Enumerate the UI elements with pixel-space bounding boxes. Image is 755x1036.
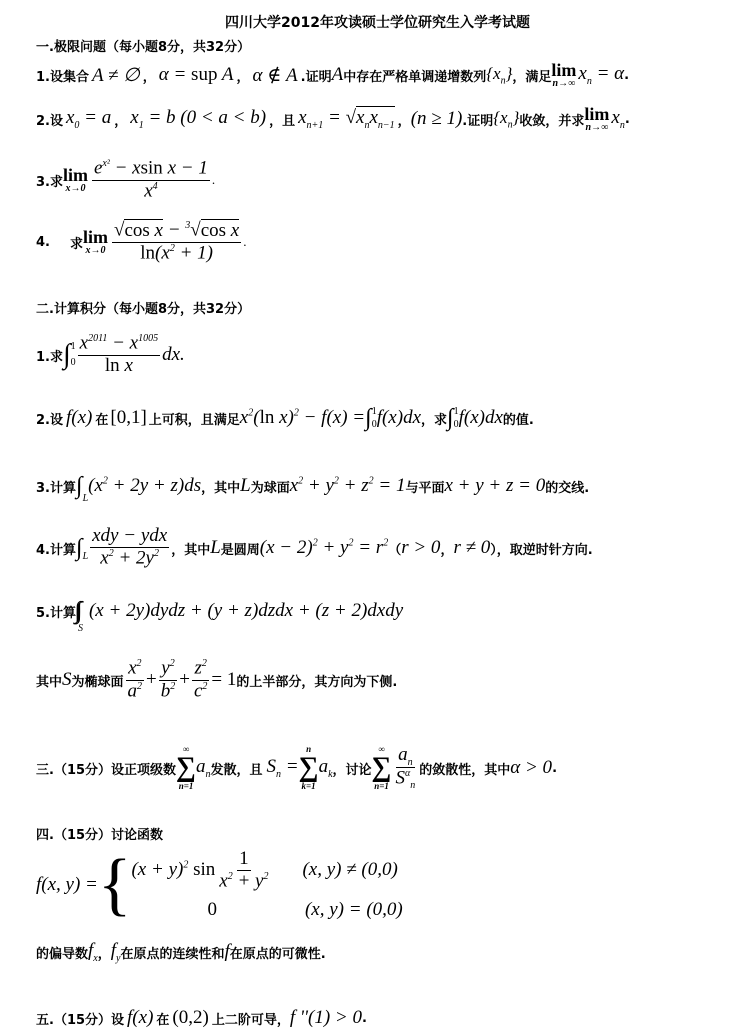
s4-tail4: 在原点的可微性. — [229, 946, 326, 962]
formula: A ≠ ∅ — [91, 64, 140, 86]
piecewise-cases — [131, 845, 402, 925]
integral-symbol: ∫ — [75, 473, 83, 499]
formula: $\frac{a_n}{S^\alpha_n}$ — [395, 743, 416, 792]
s2q5b-prefix: 其中 — [36, 674, 63, 690]
formula: α > 0 — [510, 757, 553, 778]
s2q5-prefix: 5.计算 — [36, 605, 76, 621]
s3-end: . — [552, 760, 558, 776]
formula: + — [179, 669, 190, 690]
s2q4-mid4: ， — [440, 542, 454, 558]
integral-limits: 1 0 — [70, 341, 76, 368]
s5-mid1: 在 — [156, 1012, 170, 1028]
section-5 — [36, 1004, 367, 1032]
s2q1-prefix: 1.求 — [36, 349, 63, 365]
formula: $\frac{1}{x^2 + y^2}$ — [219, 847, 269, 891]
s1q2-mid1: ， — [114, 113, 128, 129]
section-4-tail — [36, 938, 326, 966]
formula: = 1 — [211, 669, 237, 690]
s2q2-mid3: ，求 — [421, 412, 448, 428]
formula: f(x) — [65, 407, 93, 428]
formula: 0 — [207, 899, 217, 921]
s1q1-mid3: .证明 — [300, 69, 332, 85]
s2-question-5 — [36, 588, 403, 634]
integral-symbol: ∫ — [447, 405, 454, 431]
s1q4-mid: 求 — [69, 236, 83, 252]
integral-limits: L — [82, 551, 89, 562]
formula: $S_n$ = — [266, 756, 299, 780]
formula: L — [210, 537, 221, 558]
s2q3-end: 的交线. — [545, 480, 590, 496]
s1q2-end: . — [624, 111, 630, 127]
sum-symbol: ∞ ∑ n=1 — [371, 744, 392, 791]
s2-question-4 — [36, 518, 593, 578]
s3-prefix: 三.（15分）设正项级数 — [36, 762, 177, 778]
limit-symbol: lim x→0 — [62, 165, 88, 194]
formula: $\frac{\text{xdy − ydx}}{x^2 + 2y^2}$ — [92, 525, 168, 569]
s1q2-mid3: ， — [397, 113, 411, 129]
s2q4-mid3: （ — [388, 542, 402, 558]
sum-symbol: ∞ ∑ n=1 — [176, 744, 196, 791]
s1q3-prefix: 3.求 — [36, 174, 63, 190]
formula: f ''(1) > 0 — [289, 1007, 362, 1028]
integral-limits: L — [82, 493, 89, 504]
formula: $f_y$ — [110, 940, 121, 964]
s2q3-mid1: ，其中 — [201, 480, 241, 496]
s1-question-4: 4. 求 lim x→0 $\frac{√\cos x - ^3√\cos x}{\ln(x^2 + 1)}$ . — [36, 219, 247, 263]
formula: [0,1] — [110, 407, 147, 428]
formula: S — [62, 669, 72, 690]
s1q1-prefix: 1.设集合 — [36, 69, 89, 85]
sum-symbol: n ∑ k=1 — [298, 744, 319, 791]
formula: $\frac{z^2}{c^2}$ — [193, 657, 208, 701]
formula: (x, y) = (0,0) — [304, 899, 403, 921]
s4-tail1: 的偏导数 — [36, 946, 89, 962]
s4-tail3: 在原点的连续性和 — [120, 946, 225, 962]
formula: (n ≥ 1) — [410, 108, 463, 129]
formula: f(x)dx — [376, 407, 422, 428]
s3-mid3: 的敛散性，其中 — [419, 762, 511, 778]
formula: $\{x_n\}$ — [493, 107, 520, 131]
s4-tail2: ， — [97, 946, 111, 962]
limit-symbol: lim x→0 — [83, 227, 108, 256]
s1q4-prefix: 4. — [36, 234, 50, 250]
formula: L — [240, 475, 251, 496]
formula: $\frac{y^2}{b^2}$ — [160, 657, 176, 701]
s1q1-mid1: ， — [142, 69, 156, 85]
formula: f(x)dx — [458, 407, 503, 428]
s5-end: . — [361, 1010, 367, 1026]
formula: r > 0 — [401, 537, 441, 558]
s1q2-mid5: 收敛，并求 — [519, 113, 585, 129]
integral-limits: 1 0 — [371, 406, 377, 430]
limit-symbol: lim n→∞ — [551, 60, 577, 89]
s2q2-prefix: 2.设 — [36, 412, 63, 428]
s2q4-mid2: 是圆周 — [220, 542, 260, 558]
integral-symbol: ∫ — [62, 339, 71, 370]
formula: $\frac{e^{x^2} - xsin x - 1}{x^4}$ — [93, 157, 208, 201]
s2q4-prefix: 4.计算 — [36, 542, 76, 558]
formula: α = sup A — [158, 64, 234, 85]
formula: $\{x_n\}$ — [486, 63, 513, 87]
formula: f(x, y) = — [36, 874, 98, 895]
formula: f — [224, 941, 230, 962]
section-1-heading: 一.极限问题（每小题8分，共32分） — [36, 40, 251, 55]
s2q2-end: 的值. — [502, 412, 534, 428]
section-2-heading: 二.计算积分（每小题8分，共32分） — [36, 302, 251, 317]
s5-mid2: 上二阶可导， — [211, 1012, 290, 1028]
s3-mid2: ，讨论 — [332, 762, 372, 778]
formula: $x_n$ — [611, 107, 625, 131]
s2q3-prefix: 3.计算 — [36, 480, 76, 496]
page-title: 四川大学2012年攻读硕士学位研究生入学考试题 — [225, 15, 530, 31]
section-4-heading: 四.（15分）讨论函数 — [36, 828, 164, 843]
s1q1-mid5: ，满足 — [512, 69, 552, 85]
s2q5b-mid1: 为椭球面 — [71, 674, 124, 690]
formula: $x_n = \alpha$ — [578, 63, 625, 87]
s2q2-mid2: 上可积，且满足 — [148, 412, 240, 428]
section-3 — [36, 738, 557, 798]
s2q4-end: ），取逆时针方向. — [490, 542, 593, 558]
formula: $x_1 = b$ (0 < a < b) — [130, 107, 267, 131]
case-1 — [131, 849, 402, 892]
formula: dx. — [162, 344, 185, 365]
s2-question-3 — [36, 468, 589, 504]
case-2 — [131, 899, 402, 921]
s1q1-mid4: 中存在严格单调递增数列 — [343, 69, 487, 85]
formula: x + y + z = 0 — [444, 475, 546, 496]
s2q5b-end: 的上半部分，其方向为下侧. — [236, 674, 398, 690]
formula: $\frac{x^2}{a^2}$ — [127, 657, 143, 701]
s1q1-mid2: ， — [236, 69, 250, 85]
s1q2-mid2: ，且 — [269, 113, 296, 129]
formula: $\frac{x^{2011} - x^{1005}}{\text{ln x}}$ — [79, 332, 159, 376]
integral-symbol: ∫ — [75, 535, 83, 561]
limit-symbol: lim n→∞ — [584, 104, 610, 133]
formula: + — [146, 669, 157, 690]
formula: (x, y) ≠ (0,0) — [302, 859, 398, 881]
formula: $x^2 + y^2 + z^2 = 1$ — [289, 475, 406, 496]
formula: $(x - 2)^2 + y^2 = r^2$ — [259, 537, 389, 558]
s1-question-2 — [36, 104, 630, 134]
formula: $(x^2 + 2y + z)ds$ — [88, 475, 202, 496]
s2-question-5-continued — [36, 652, 397, 708]
formula: A — [331, 64, 344, 85]
integral-limits: 1 0 — [453, 406, 459, 430]
formula: $a_n$ — [196, 756, 211, 780]
s2q2-mid1: 在 — [95, 412, 109, 428]
formula: $\frac{√\cos x - ^3√\cos x}{\ln(x^2 + 1)}$ — [114, 219, 240, 263]
piecewise-function — [36, 842, 403, 928]
integral-limits: S — [77, 623, 83, 634]
s1q2-prefix: 2.设 — [36, 113, 63, 129]
s1q2-mid4: .证明 — [462, 113, 494, 129]
formula: $(x + y)^2$ sin — [131, 859, 216, 881]
s1-question-1 — [36, 62, 629, 88]
s2-question-2 — [36, 398, 534, 438]
s2q4-mid1: ，其中 — [171, 542, 211, 558]
s3-mid1: 发散，且 — [210, 762, 263, 778]
formula: r ≠ 0 — [453, 537, 491, 558]
formula: $a_k$ — [318, 756, 333, 780]
brace: { — [97, 846, 132, 923]
formula: f(x) — [127, 1007, 154, 1028]
formula: (x + 2y)dydz + (y + z)dzdx + (z + 2)dxdy — [88, 600, 404, 621]
formula: $x^2(\ln$ x)$^2$ − f(x) = — [239, 407, 366, 428]
formula: (0,2) — [172, 1007, 209, 1028]
formula: $x_0 = a$ — [65, 107, 112, 131]
formula: $x_{n+1} = √x_nx_{n-1}$ — [298, 107, 395, 131]
s5-prefix: 五.（15分）设 — [36, 1012, 125, 1028]
integral-symbol: ∫ — [365, 405, 372, 431]
formula: $f_x$ — [88, 940, 98, 964]
formula: α ∉ A — [252, 64, 298, 86]
s1-question-3: 3.求 lim x→0 $\frac{e^{x^2} - xsin x - 1}{x^4}$ . — [36, 157, 216, 201]
s1q1-end: . — [624, 67, 630, 83]
s2-question-1 — [36, 326, 185, 384]
s2q3-mid2: 为球面 — [250, 480, 290, 496]
s2q3-mid3: 与平面 — [405, 480, 445, 496]
